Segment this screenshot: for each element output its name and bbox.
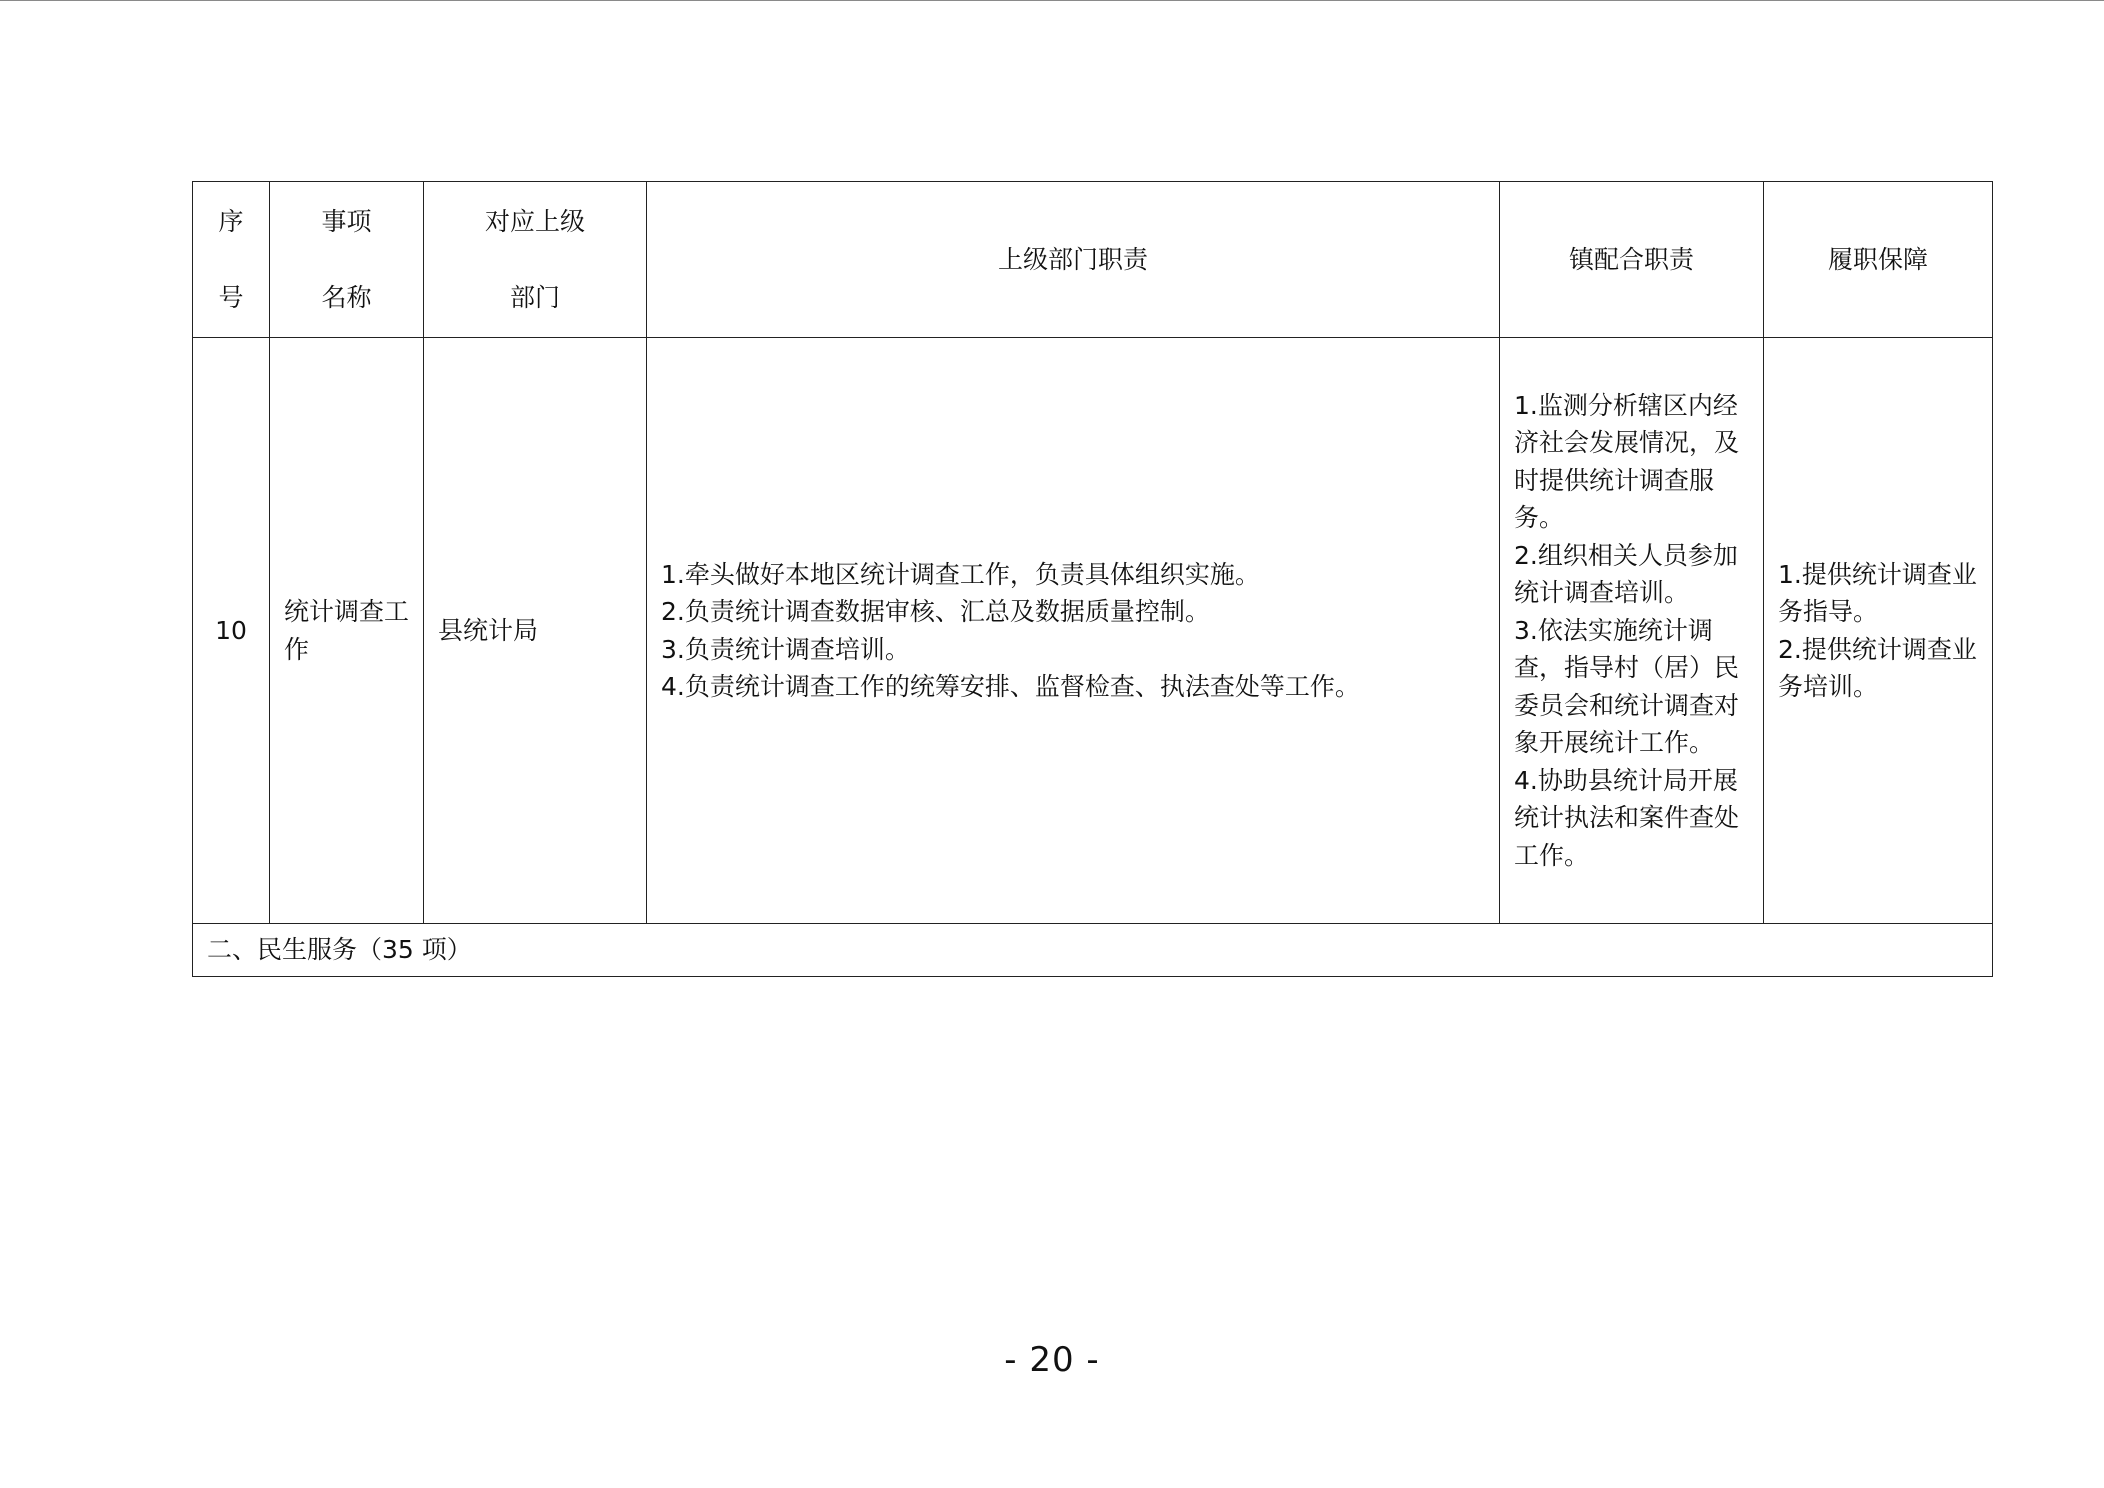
header-guarantee: 履职保障 [1764,182,1993,338]
town-duty-item: 2.组织相关人员参加统计调查培训。 [1514,540,1738,608]
cell-upper-duties [647,338,1500,924]
header-upper-duty: 上级部门职责 [647,182,1500,338]
cell-town-duties [1500,338,1764,924]
town-duty-item: 1.监测分析辖区内经济社会发展情况，及时提供统计调查服务。 [1514,390,1740,533]
header-town-duty: 镇配合职责 [1500,182,1764,338]
upper-duty-item: 2.负责统计调查数据审核、汇总及数据质量控制。 [661,597,1210,626]
section-row [193,924,1993,977]
town-duty-item: 4.协助县统计局开展统计执法和案件查处工作。 [1514,765,1740,870]
guarantee-item: 2.提供统计调查业务培训。 [1778,634,1977,701]
duty-table [192,181,1993,977]
cell-seq: 10 [193,338,270,924]
cell-item-name: 统计调查工作 [270,338,424,924]
table-header-row [193,182,1993,338]
header-item-line-2: 名称 [321,282,372,312]
table-row [193,338,1993,924]
upper-duty-item: 3.负责统计调查培训。 [661,634,910,664]
header-seq-line-1: 序 [218,206,244,236]
page-number: - 20 - [1004,1340,1100,1380]
top-border-line [0,0,2104,1]
header-item-name [270,182,424,338]
section-label: 二、民生服务（35 项） [193,924,1993,977]
header-dept-line-2: 部门 [509,282,560,312]
guarantee-item: 1.提供统计调查业务指导。 [1778,559,1977,626]
cell-guarantees [1764,338,1993,924]
cell-dept: 县统计局 [424,338,647,924]
town-duty-item: 3.依法实施统计调查，指导村（居）民委员会和统计调查对象开展统计工作。 [1514,615,1740,758]
header-seq-line-2: 号 [218,282,244,312]
header-item-line-1: 事项 [321,206,372,236]
upper-duty-item: 4.负责统计调查工作的统筹安排、监督检查、执法查处等工作。 [661,672,1360,701]
header-dept [424,182,647,338]
header-seq [193,182,270,338]
upper-duty-item: 1.牵头做好本地区统计调查工作，负责具体组织实施。 [661,559,1260,589]
header-dept-line-1: 对应上级 [484,206,585,236]
